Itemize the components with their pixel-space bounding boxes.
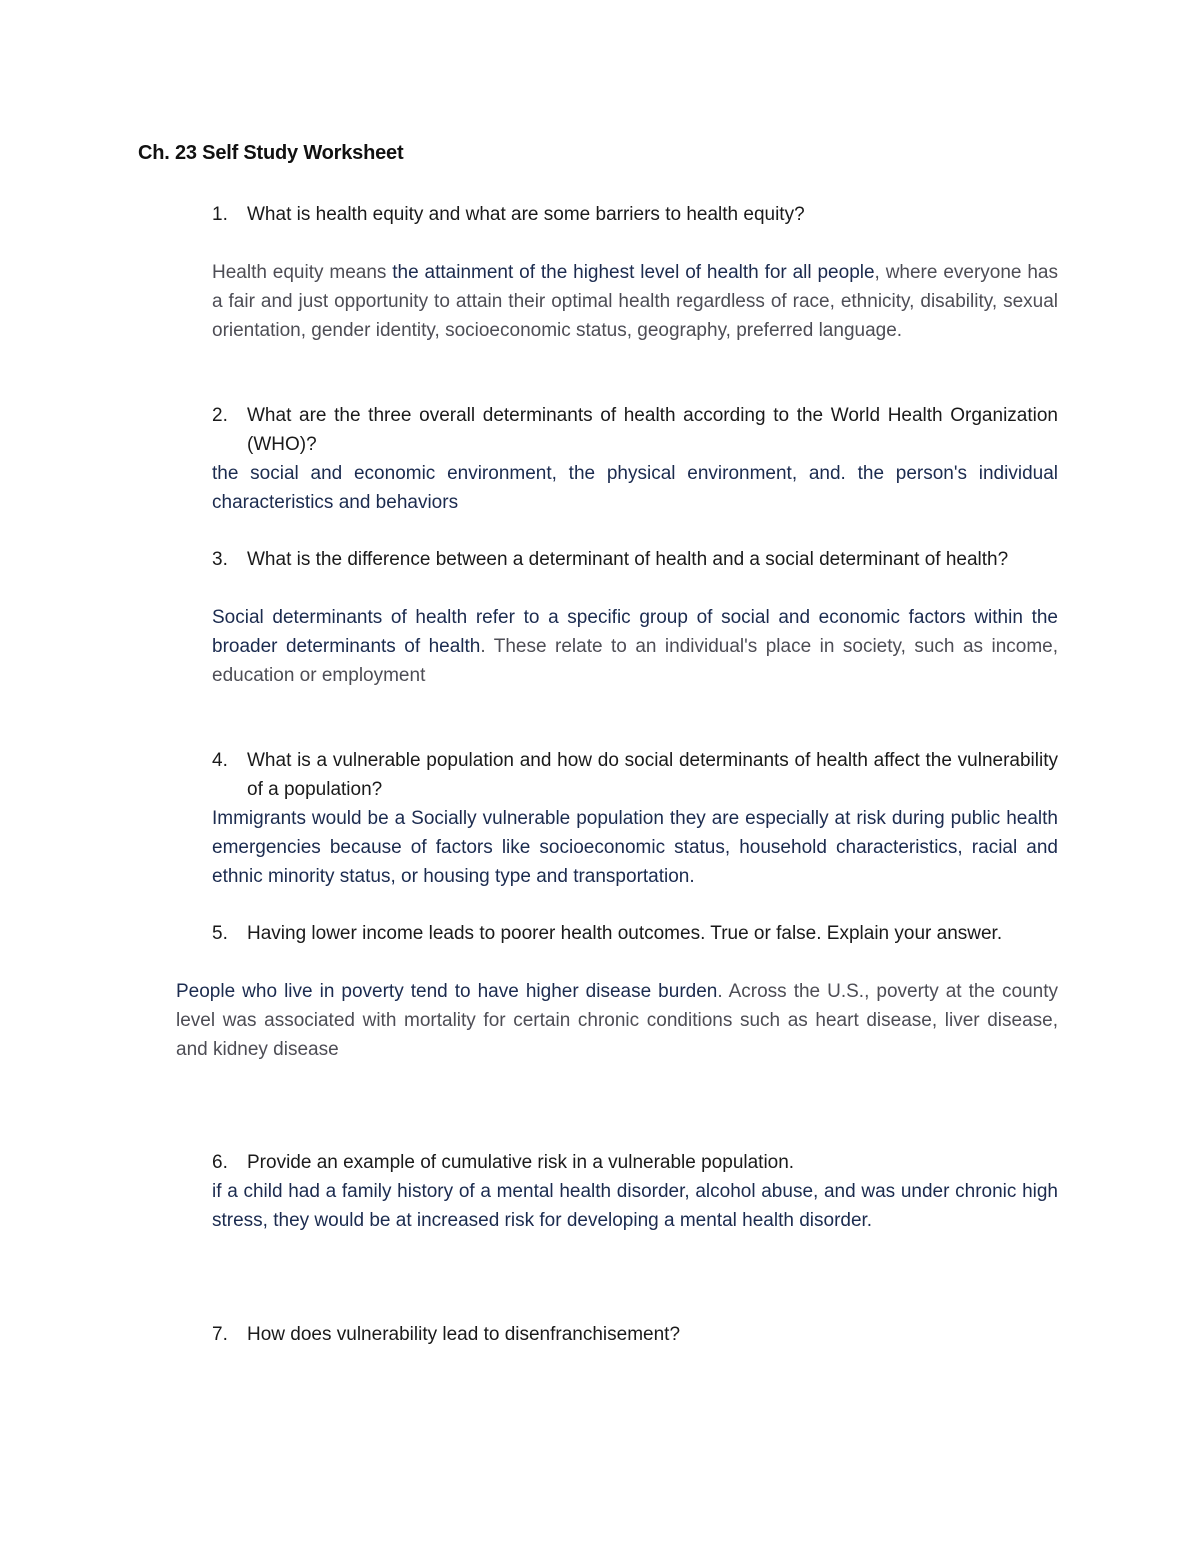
answer-text: if a child had a family history of a mental health disorder, alcohol abuse, and was under chronic high stress, they would be at increased risk for developing a mental health disorder. [212, 1181, 1058, 1231]
answer-2 [212, 459, 1058, 517]
answer-4 [212, 804, 1058, 891]
answer-text: , where everyone has a fair and just opportunity to attain their optimal health regardless of race, ethnicity, disability, sexual orientation, gender identity, socioeconomic status, geography, preferred language. [212, 262, 1058, 341]
question-4 [212, 746, 1058, 804]
question-number: 5. [212, 923, 228, 944]
question-number: 3. [212, 549, 228, 570]
question-5 [212, 919, 1058, 948]
answer-text-highlight: People who live in poverty tend to have higher disease burden [176, 981, 718, 1002]
answer-text: . These relate to an individual's place in society, such as income, education or employment [212, 636, 1058, 686]
answer-text: Immigrants would be a Socially vulnerable population they are especially at risk during public health emergencies because of factors like socioeconomic status, household characteristics, racial and ethnic minority status, or housing type and transportation. [212, 808, 1058, 887]
question-number: 2. [212, 405, 228, 426]
question-2 [212, 401, 1058, 459]
answer-text-highlight: Social determinants of health refer to a specific group of social and economic factors within the broader determinants of health [212, 607, 1058, 657]
question-7 [212, 1320, 1058, 1349]
question-text: What are the three overall determinants of health according to the World Health Organization (WHO)? [247, 405, 1058, 455]
answer-text: . Across the U.S., poverty at the county level was associated with mortality for certain chronic conditions such as heart disease, liver disease, and kidney disease [176, 981, 1059, 1060]
question-text: Having lower income leads to poorer health outcomes. True or false. Explain your answer. [247, 923, 1003, 944]
question-number: 7. [212, 1324, 228, 1345]
question-text: What is health equity and what are some barriers to health equity? [247, 204, 805, 225]
answer-6 [212, 1177, 1058, 1235]
question-text: What is a vulnerable population and how do social determinants of health affect the vulnerability of a population? [247, 750, 1058, 800]
question-text: How does vulnerability lead to disenfranchisement? [247, 1324, 681, 1345]
answer-text: the social and economic environment, the physical environment, and. the person's individual characteristics and behaviors [212, 463, 1058, 513]
question-6 [212, 1148, 1058, 1177]
answer-text: Health equity means [212, 262, 393, 283]
answer-5 [176, 977, 1058, 1064]
question-number: 4. [212, 750, 228, 771]
question-1 [212, 200, 1058, 229]
question-text: What is the difference between a determinant of health and a social determinant of health? [247, 549, 1009, 570]
question-number: 6. [212, 1152, 228, 1173]
answer-1 [212, 258, 1058, 345]
question-text: Provide an example of cumulative risk in a vulnerable population. [247, 1152, 795, 1173]
answer-3 [212, 603, 1058, 690]
question-number: 1. [212, 204, 228, 225]
page-title: Ch. 23 Self Study Worksheet [138, 142, 404, 164]
answer-text-highlight: the attainment of the highest level of health for all people [392, 262, 875, 283]
question-3 [212, 545, 1058, 574]
